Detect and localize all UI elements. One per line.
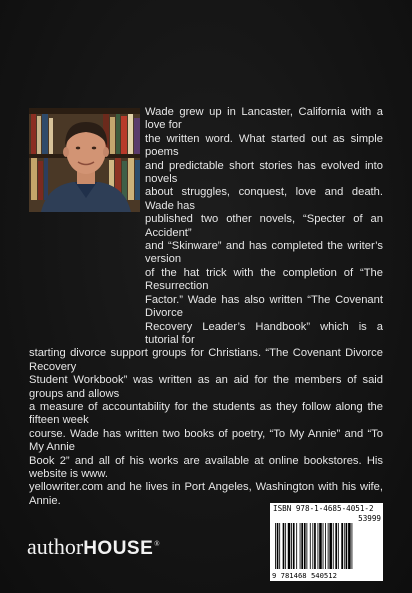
barcode-bar — [304, 523, 306, 569]
barcode-bar — [319, 523, 322, 569]
barcode-bar — [318, 523, 319, 569]
barcode-bar — [293, 523, 295, 569]
barcode-bar — [323, 523, 324, 569]
barcode-bar — [306, 523, 307, 569]
barcode-bar — [300, 523, 301, 569]
price-code: 53999 — [358, 514, 381, 523]
bio-line: Factor.” Wade has also written “The Covenant Divorce — [145, 293, 383, 320]
publisher-logo-part2: HOUSE — [83, 538, 154, 559]
barcode-bar — [301, 523, 303, 569]
registered-mark: ® — [154, 539, 160, 548]
barcode-bar — [328, 523, 329, 569]
bio-line: and predictable short stories has evolved into novels — [145, 159, 383, 186]
bio-line: and “Skinware” and has completed the writer’s version — [145, 240, 383, 266]
isbn-text: ISBN 978-1-4685-4051-2 — [273, 504, 374, 513]
barcode-bar — [346, 523, 348, 569]
barcode-bar — [348, 523, 351, 569]
barcode-bar — [344, 523, 345, 569]
barcode-bar — [314, 523, 316, 569]
author-bio — [29, 106, 383, 508]
barcode-bar — [333, 523, 334, 569]
publisher-logo-part1: author — [27, 534, 84, 559]
barcode-bar — [279, 523, 280, 569]
bio-line: published two other novels, “Specter of an Accident” — [145, 213, 383, 239]
barcode-bar — [312, 523, 313, 569]
publisher-logo — [27, 534, 160, 560]
barcode-bar — [285, 523, 286, 569]
barcode-bar — [338, 523, 339, 569]
barcode-bars-icon — [273, 523, 381, 571]
barcode-bar — [288, 523, 291, 569]
barcode-bar — [325, 523, 326, 569]
bio-line: Wade grew up in Lancaster, California with a love for — [145, 106, 383, 132]
bio-line: the written word. What started out as simple poems — [145, 132, 383, 159]
barcode-bar — [277, 523, 279, 569]
bio-line: course. Wade has written two books of poetry, “To My Annie” and “To My Annie — [29, 427, 383, 454]
bio-line: Book 2” and all of his works are available at online bookstores. His website is www. — [29, 454, 383, 480]
barcode-bar — [275, 523, 276, 569]
barcode-bar — [341, 523, 343, 569]
bio-line: of the hat trick with the completion of “The Resurrection — [145, 266, 383, 293]
barcode-bar — [296, 523, 297, 569]
isbn-barcode — [270, 503, 383, 581]
barcode-digits: 9 781468 540512 — [272, 571, 337, 580]
bio-line: starting divorce support groups for Christians. “The Covenant Divorce Recovery — [29, 347, 383, 373]
bio-line: yellowriter.com and he lives in Port Angeles, Washington with his wife, Annie. — [29, 481, 383, 507]
barcode-bar — [310, 523, 311, 569]
barcode-bar — [291, 523, 292, 569]
barcode-bar — [335, 523, 337, 569]
barcode-bar — [329, 523, 332, 569]
barcode-bar — [352, 523, 353, 569]
bio-line: Recovery Leader’s Handbook” which is a tutorial for — [145, 320, 383, 346]
bio-line: a measure of accountability for the students as they follow along the fifteen week — [29, 400, 383, 427]
bio-line: about struggles, conquest, love and death. Wade has — [145, 186, 383, 212]
barcode-bar — [283, 523, 285, 569]
bio-line: Student Workbook” was written as an aid for the members of said groups and allows — [29, 374, 383, 400]
